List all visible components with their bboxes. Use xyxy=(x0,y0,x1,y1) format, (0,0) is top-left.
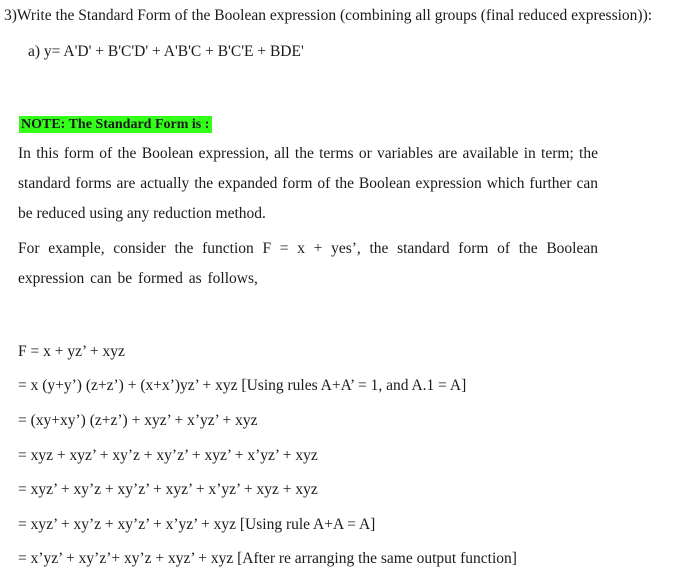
question-title: 3)Write the Standard Form of the Boolean expression (combining all groups (final reduced expression)): xyxy=(4,7,653,24)
derivation-line-3: = (xy+xy’) (z+z’) + xyz’ + x’yz’ + xyz xyxy=(18,412,258,429)
note-paragraph-2: For example, consider the function F = x + yes’, the standard form of the Boolean expression can be formed as follows, xyxy=(18,240,598,287)
note-paragraph-1: In this form of the Boolean expression, all the terms or variables are available in term; the standard forms are actually the expanded form of the Boolean expression which further can be reduced using any reduction method. xyxy=(18,145,598,222)
derivation-line-6: = xyz’ + xy’z + xy’z’ + x’yz’ + xyz [Using rule A+A = A] xyxy=(18,516,376,533)
note-heading: NOTE: The Standard Form is : xyxy=(19,116,212,133)
derivation-line-7: = x’yz’ + xy’z’+ xy’z + xyz’ + xyz [After re arranging the same output function] xyxy=(18,550,517,567)
derivation-line-1: F = x + yz’ + xyz xyxy=(18,343,125,360)
derivation-line-5: = xyz’ + xy’z + xy’z’ + xyz’ + x’yz’ + xyz + xyz xyxy=(18,481,318,498)
derivation-line-4: = xyz + xyz’ + xy’z + xy’z’ + xyz’ + x’yz’ + xyz xyxy=(18,447,318,464)
question-part-a: a) y= A'D' + B'C'D' + A'B'C + B'C'E + BDE' xyxy=(28,43,304,60)
derivation-line-2: = x (y+y’) (z+z’) + (x+x’)yz’ + xyz [Using rules A+A’ = 1, and A.1 = A] xyxy=(18,377,467,394)
